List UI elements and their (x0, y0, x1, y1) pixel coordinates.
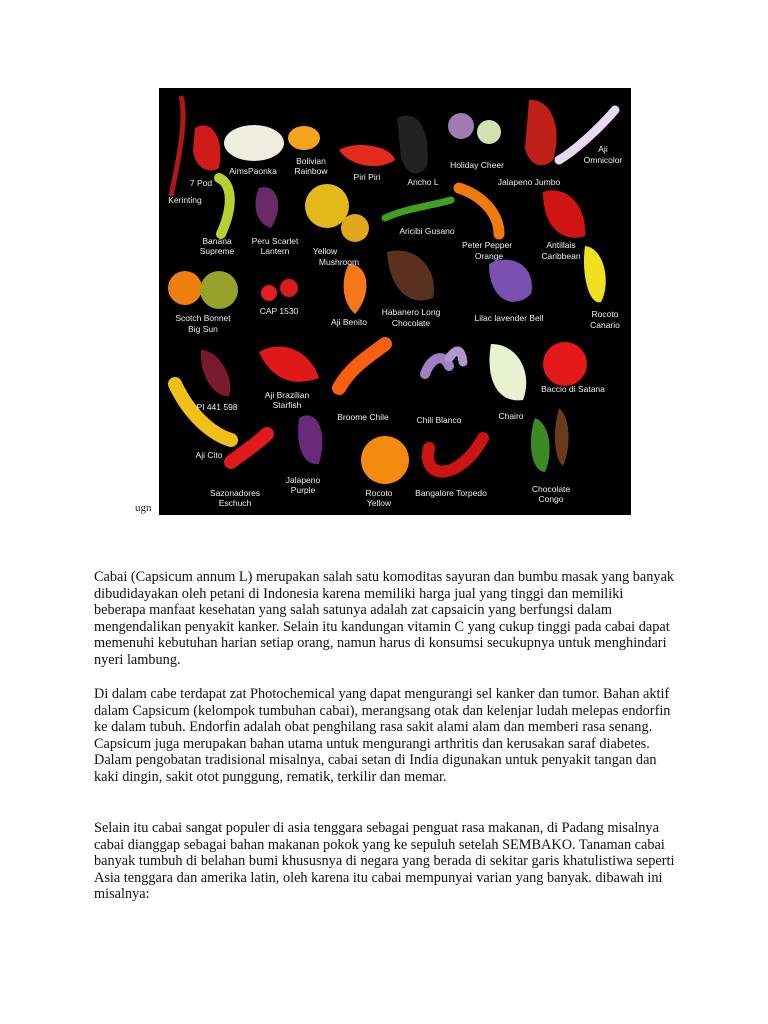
label-aji: Aji (598, 144, 608, 154)
pepper-shapes (168, 96, 615, 484)
label-aimspaonka: AimsPaonka (229, 166, 277, 176)
label-cap-1530: CAP 1530 (259, 306, 299, 316)
label-broome-chile: Broome Chile (337, 412, 389, 422)
caption-fragment: ugn (135, 502, 152, 514)
paragraph-1: Cabai (Capsicum annum L) merupakan salah satu komoditas sayuran dan bumbu masak yang banyak dibudidayakan oleh petani di Indonesia karena memiliki harga jual yang tinggi dan memiliki beberapa manfaat kesehatan yang salah satunya adalah zat capsaicin yang berfungsi dalam mengendalikan penyakit kanker. Selain itu kandungan vitamin C yang cukup tinggi pada cabai dapat memenuhi kebutuhan harian setiap orang, namun harus di konsumsi secukupnya untuk menghindari nyeri lambung. (94, 569, 675, 668)
label-yellow: Yellow (312, 246, 338, 256)
label-peter-pepper: Peter Pepper (461, 240, 513, 250)
label-orange: Orange (474, 251, 504, 261)
label-chairo: Chairo (498, 411, 524, 421)
label-jalapeno-jumbo: Jalapeno Jumbo (497, 177, 561, 187)
label-omnicolor: Omnicolor (583, 155, 623, 165)
label-baccio-di-satana: Baccio di Satana (541, 384, 605, 394)
label-eschuch: Eschuch (218, 498, 252, 508)
label-piri-piri: Piri Piri (353, 172, 381, 182)
label-rocoto-2: Rocoto (365, 488, 393, 498)
label-purple: Purple (290, 485, 316, 495)
label-7-pod: 7 Pod (189, 178, 213, 188)
label-rocoto-1: Rocoto (591, 309, 619, 319)
label-rainbow: Rainbow (294, 166, 328, 176)
label-bangalore-torpedo: Bangalore Torpedo (415, 488, 487, 498)
paragraph-3: Selain itu cabai sangat populer di asia tenggara sebagai penguat rasa makanan, di Padang misalnya cabai dianggap sebagai bahan makanan pokok yang ke sepuluh setelah SEMBAKO. Tanaman cabai banyak tumbuh di belahan bumi khususnya di negara yang berada di sekitar garis khatulistiwa seperti Asia tenggara dan amerika latin, oleh karena itu cabai mempunyai varian yang banyak. dibawah ini misalnya: (94, 820, 675, 903)
label-scotch-bonnet: Scotch Bonnet (175, 313, 231, 323)
label-chocolate-2: Chocolate (531, 484, 571, 494)
label-aji-cito: Aji Cito (195, 450, 223, 460)
label-holiday-cheer: Holiday Cheer (450, 160, 504, 170)
paragraph-2: Di dalam cabe terdapat zat Photochemical yang dapat mengurangi sel kanker dan tumor. Bahan aktif dalam Capsicum (kelompok tumbuhan cabai), merangsang otak dan kelenjar ludah melepas endorfin ke dalam tubuh. Endorfin adalah obat penghilang rasa sakit alami alam dan memberi rasa senang. Capsicum juga merupakan bahan utama untuk mengurangi arthritis dan kerusakan saraf diabetes. Dalam pengobatan tradisional misalnya, cabai setan di India digunakan untuk penyakit tangan dan kaki dingin, sakit otot punggung, rematik, terkilir dan memar. (94, 686, 671, 785)
label-mushroom: Mushroom (318, 257, 360, 267)
label-big-sun: Big Sun (188, 324, 218, 334)
label-congo: Congo (538, 494, 564, 504)
label-lilac-lavender-bell: Lilac lavender Bell (474, 313, 544, 323)
label-supreme: Supreme (199, 246, 235, 256)
label-chili-blanco: Chili Blanco (416, 415, 462, 425)
label-caribbean: Caribbean (541, 251, 581, 261)
label-aji-brazilian: Aji Brazilian (264, 390, 310, 400)
label-starfish: Starfish (272, 400, 302, 410)
label-sazonadores: Sazonadores (209, 488, 261, 498)
chili-varieties-photo (159, 88, 631, 515)
label-peru-scarlet: Peru Scarlet (251, 236, 299, 246)
label-aji-benito: Aji Benito (331, 317, 367, 327)
chili-photo-illustration (159, 88, 631, 515)
label-lantern: Lantern (260, 246, 290, 256)
label-pi-441-598: PI 441 598 (196, 402, 238, 412)
label-antillais: Antillais (546, 240, 576, 250)
label-bolivian: Bolivian (296, 156, 326, 166)
label-yellow-2: Yellow (366, 498, 392, 508)
label-habanero-long: Habanero Long (381, 307, 441, 317)
label-chocolate-1: Chocolate (391, 318, 431, 328)
label-banana: Banana (202, 236, 232, 246)
label-canario: Canario (590, 320, 620, 330)
label-aricibi-gusano: Aricibi Gusano (399, 226, 455, 236)
label-kerinting: Kerinting (168, 195, 202, 205)
label-ancho-l: Ancho L (407, 177, 439, 187)
label-jalapeno: Jalapeno (285, 475, 321, 485)
